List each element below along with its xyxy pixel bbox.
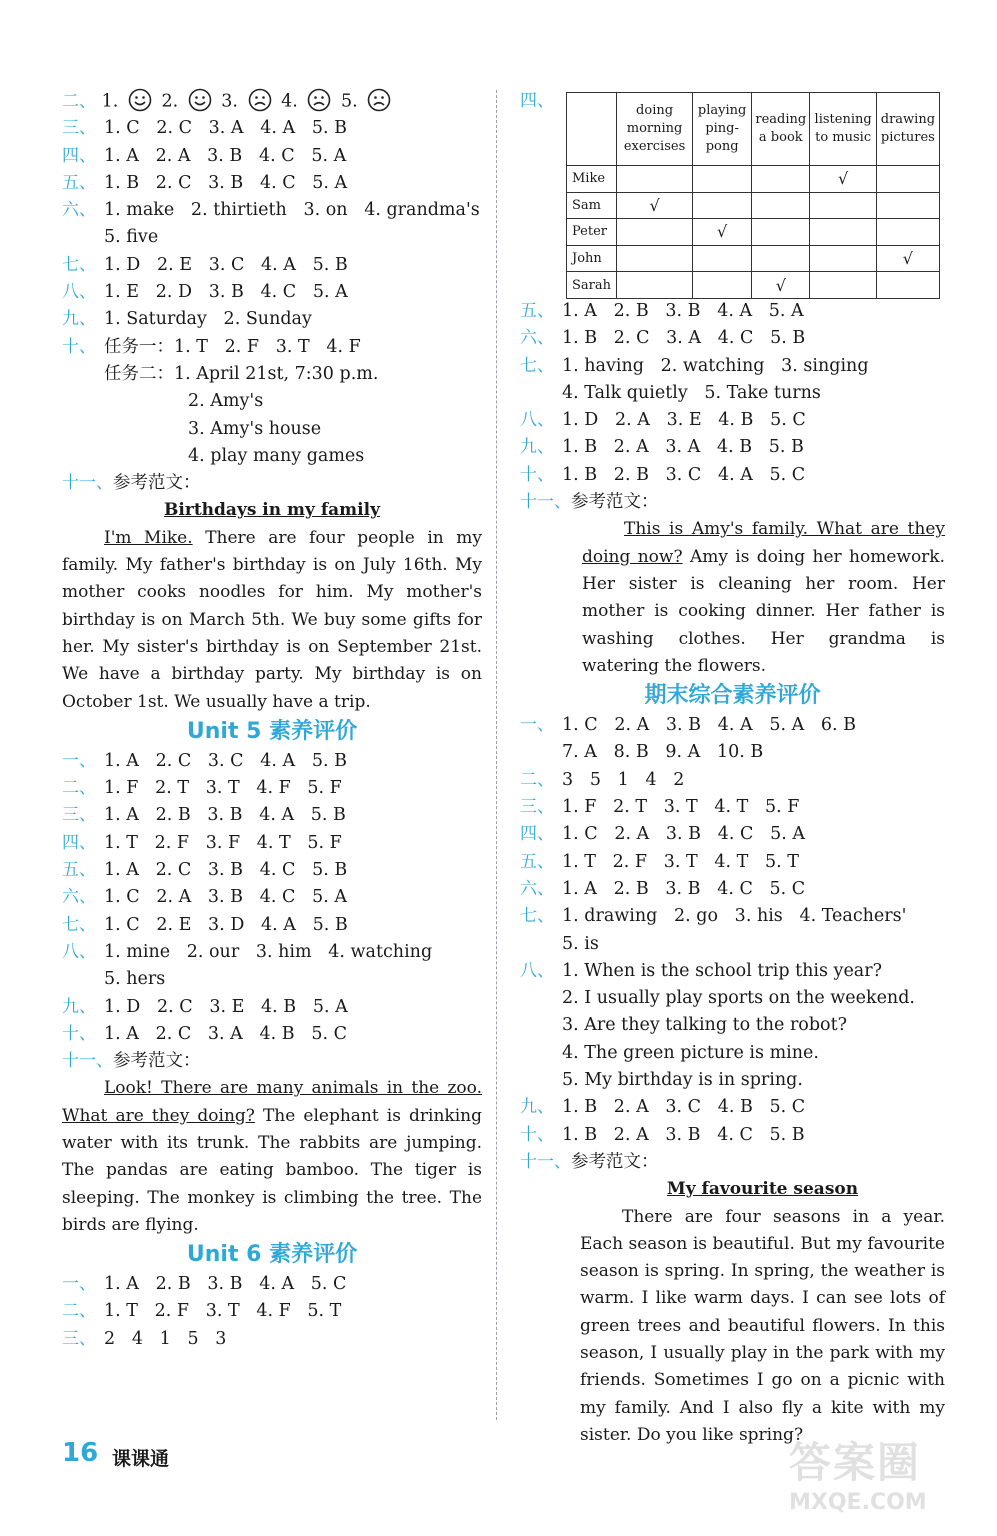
essay-body	[520, 516, 945, 680]
table-cell	[752, 245, 810, 272]
essay-label-text: 参考范文：	[571, 492, 659, 513]
answer-line	[62, 748, 482, 775]
answer-line	[520, 1067, 945, 1094]
table-cell	[810, 192, 876, 219]
section-mark: 六、	[62, 200, 96, 221]
section-mark: 五、	[62, 860, 96, 881]
unit5-answer-list	[62, 748, 482, 1048]
answer-line	[520, 739, 945, 766]
section-mark: 十一、	[520, 1151, 571, 1172]
task2-item: 3. Amy's house	[188, 418, 322, 439]
answer-line	[62, 994, 482, 1021]
essay-title: Birthdays in my family	[164, 500, 380, 521]
smiley-face-icon	[128, 88, 152, 112]
section-mark: 九、	[62, 309, 96, 330]
section-mark: 六、	[520, 878, 554, 899]
face-label-1: 1.	[101, 91, 119, 112]
answer-text: 1. F 2. T 3. T 4. F 5. F	[104, 778, 342, 799]
table-header-cell: doing morning exercises	[617, 93, 693, 166]
answer-text: 1. T 2. F 3. T 4. F 5. T	[104, 1301, 342, 1322]
answer-line	[62, 279, 482, 306]
answer-text: 1. Saturday 2. Sunday	[104, 309, 312, 330]
table-cell	[810, 219, 876, 246]
section-mark: 一、	[520, 715, 554, 736]
answer-text: 1. T 2. F 3. T 4. T 5. T	[562, 851, 799, 872]
section-mark: 九、	[62, 996, 96, 1017]
answer-line	[62, 197, 482, 224]
table-row	[567, 272, 940, 299]
answer-line	[520, 434, 945, 461]
section-mark: 八、	[520, 410, 554, 431]
table-cell	[617, 245, 693, 272]
answer-text: 3 5 1 4 2	[562, 769, 685, 790]
section-mark: 一、	[62, 750, 96, 771]
essay-label-text: 参考范文：	[113, 473, 201, 494]
final-title: 期末综合素养评价	[644, 683, 821, 709]
answer-text: 4. Talk quietly 5. Take turns	[562, 382, 821, 403]
check-mark-icon: √	[838, 169, 849, 189]
table-row-name: Mike	[567, 166, 617, 193]
watermark-top: 答案圈	[789, 1438, 922, 1487]
essay-label-text: 参考范文：	[571, 1151, 659, 1172]
table-cell	[617, 219, 693, 246]
table-cell	[752, 192, 810, 219]
answer-line	[62, 334, 482, 361]
answer-line	[62, 143, 482, 170]
essay-text: The elephant is drinking water with its trunk. The rabbits are jumping. The pandas are eating bamboo. The tiger is sleeping. The monkey is climbing the tree. The birds are flying.	[62, 1105, 482, 1235]
answer-text: 1. C 2. A 3. B 4. A 5. A 6. B	[562, 715, 857, 736]
answer-text: 1. C 2. A 3. B 4. C 5. A	[104, 887, 347, 908]
answer-line	[62, 224, 482, 251]
answer-line	[520, 794, 945, 821]
answer-text: 1. B 2. B 3. C 4. A 5. C	[562, 464, 806, 485]
answer-text: 1. A 2. C 3. B 4. C 5. B	[104, 860, 348, 881]
table-header-cell: reading a book	[752, 93, 810, 166]
essay-underlined: Look! There are many animals in the zoo. What are they doing?	[62, 1078, 482, 1126]
answer-line	[62, 912, 482, 939]
section-mark: 八、	[62, 282, 96, 303]
essay-label-text: 参考范文：	[113, 1051, 201, 1072]
table-cell	[693, 272, 752, 299]
answer-line	[520, 767, 945, 794]
column-divider	[496, 90, 497, 1420]
unit6-answer-list	[62, 1271, 482, 1353]
brand-name: 课课通	[112, 1448, 170, 1470]
section-mark: 一、	[62, 1274, 96, 1295]
answer-text: 任务一：1. T 2. F 3. T 4. F	[104, 336, 361, 357]
face-label-2: 2.	[161, 91, 179, 112]
section-mark: 二、	[520, 769, 554, 790]
sad-face-icon	[248, 88, 272, 112]
answer-line	[520, 380, 945, 407]
table-header-row	[567, 93, 940, 166]
sad-face-icon	[307, 88, 331, 112]
section-mark: 七、	[520, 906, 554, 927]
section-mark: 八、	[520, 960, 554, 981]
face-label-5: 5.	[341, 91, 358, 112]
answer-line	[520, 849, 945, 876]
section-mark: 五、	[520, 301, 554, 321]
section-mark: 十、	[520, 1124, 554, 1145]
answer-text: 1. A 2. B 3. B 4. A 5. C	[104, 1274, 347, 1295]
answer-text: 1. B 2. A 3. C 4. B 5. C	[562, 1097, 806, 1118]
table-cell	[876, 192, 939, 219]
table-row	[567, 192, 940, 219]
sad-face-icon	[367, 88, 391, 112]
table-header-cell: playing ping-pong	[693, 93, 752, 166]
answer-line	[520, 407, 945, 434]
table-cell	[810, 272, 876, 299]
section-mark: 二、	[62, 91, 96, 112]
answer-text: 1. D 2. E 3. C 4. A 5. B	[104, 254, 348, 275]
check-mark-icon: √	[717, 222, 728, 242]
answer-text: 1. E 2. D 3. B 4. C 5. A	[104, 282, 348, 303]
answer-text: 1. B 2. C 3. A 4. C 5. B	[562, 328, 806, 349]
section-mark: 三、	[62, 118, 96, 139]
answer-text: 1. A 2. A 3. B 4. C 5. A	[104, 145, 347, 166]
section-mark: 四、	[520, 824, 554, 845]
answer-text: 1. A 2. C 3. C 4. A 5. B	[104, 750, 347, 771]
answer-text: 1. drawing 2. go 3. his 4. Teachers'	[562, 906, 907, 927]
section-mark: 二、	[62, 778, 96, 799]
section-mark: 九、	[520, 437, 554, 458]
answer-line	[520, 985, 945, 1012]
table-cell	[876, 245, 939, 272]
table-cell	[876, 272, 939, 299]
answer-line	[520, 325, 945, 352]
section-mark: 十一、	[62, 1051, 113, 1072]
watermark-logo	[789, 1430, 969, 1514]
answer-text: 2 4 1 5 3	[104, 1328, 227, 1349]
answer-line	[520, 353, 945, 380]
section-mark: 十、	[62, 1023, 96, 1044]
page-number: 16	[62, 1438, 99, 1468]
essay-label	[520, 489, 945, 516]
answer-text: 1. B 2. C 3. B 4. C 5. A	[104, 172, 348, 193]
essay-text: There are four people in my family. My father's birthday is on July 16th. My mother cooks noodles for him. My mother's birthday is on March 5th. We buy some gifts for her. My sister's birthday is on September 21st. We have a birthday party. My birthday is on October 1st. We usually have a trip.	[62, 527, 482, 712]
essay-underlined: This is Amy's family. What are they doing now?	[582, 519, 945, 567]
answer-line	[62, 1021, 482, 1048]
table-row-name: John	[567, 245, 617, 272]
section-mark: 三、	[520, 797, 554, 818]
table-cell	[693, 166, 752, 193]
section-mark: 十、	[520, 464, 554, 485]
answer-line	[520, 298, 945, 325]
watermark-bottom: MXQE.COM	[789, 1490, 927, 1515]
table-row-name: Sarah	[567, 272, 617, 299]
essay-label	[520, 1149, 945, 1176]
section-mark: 三、	[62, 805, 96, 826]
answer-text: 1. T 2. F 3. F 4. T 5. F	[104, 832, 342, 853]
answer-line	[62, 1271, 482, 1298]
answer-text: 4. The green picture is mine.	[562, 1042, 819, 1063]
essay-text: Amy is doing her homework. Her sister is cleaning her room. Her mother is cooking dinner. Her father is washing clothes. Her grandma is watering the flowers.	[582, 546, 946, 676]
answer-line	[520, 1094, 945, 1121]
final-answer-list	[520, 712, 945, 1149]
check-mark-icon: √	[649, 195, 660, 215]
essay-body: There are four seasons in a year. Each season is beautiful. But my favourite season is spring. In spring, the weather is warm. I like warm days. I can see lots of green trees and beautiful flowers. In this season, I usually play in the park with my friends. Sometimes I go on a picnic with my family. And I also fly a kite with my sister. Do you like spring?	[580, 1206, 945, 1445]
section-mark: 四、	[62, 832, 96, 853]
table-row	[567, 166, 940, 193]
answer-text: 5. is	[562, 933, 599, 954]
right-answer-list-a	[520, 298, 945, 489]
face-label-4: 4.	[281, 91, 298, 112]
section-mark: 六、	[520, 328, 554, 349]
answer-line	[62, 966, 482, 993]
answer-line	[62, 775, 482, 802]
answer-line	[62, 830, 482, 857]
table-cell	[617, 192, 693, 219]
answer-line	[520, 1040, 945, 1067]
answer-text: 3. Are they talking to the robot?	[562, 1015, 847, 1036]
section-mark: 五、	[520, 851, 554, 872]
answer-line	[62, 802, 482, 829]
answer-text: 1. B 2. A 3. B 4. C 5. B	[562, 1124, 805, 1145]
answer-line	[520, 821, 945, 848]
essay-underlined: I'm Mike.	[104, 527, 193, 548]
unit6-title: Unit 6 素养评价	[186, 1242, 358, 1268]
answer-line	[520, 931, 945, 958]
essay-title: My favourite season	[666, 1179, 859, 1200]
answer-text: 1. having 2. watching 3. singing	[562, 355, 869, 376]
section-mark: 九、	[520, 1097, 554, 1118]
table-cell	[810, 245, 876, 272]
table-cell	[693, 192, 752, 219]
task2-line: 任务二：1. April 21st, 7:30 p.m.	[104, 363, 379, 384]
table-cell	[876, 219, 939, 246]
answer-text: 2. I usually play sports on the weekend.	[562, 988, 915, 1009]
answer-text: 1. C 2. A 3. B 4. C 5. A	[562, 824, 805, 845]
answer-line	[62, 170, 482, 197]
unit5-title: Unit 5 素养评价	[186, 718, 358, 744]
table-row	[567, 219, 940, 246]
section-mark: 四、	[62, 145, 96, 166]
answer-text: 1. A 2. B 3. B 4. A 5. A	[562, 301, 804, 321]
answer-text: 7. A 8. B 9. A 10. B	[562, 742, 764, 763]
section-mark: 七、	[520, 355, 554, 376]
table-cell	[617, 272, 693, 299]
table-row-name: Peter	[567, 219, 617, 246]
table-cell	[752, 166, 810, 193]
essay-body	[62, 525, 482, 716]
section-mark: 八、	[62, 941, 96, 962]
answer-text: 1. When is the school trip this year?	[562, 960, 882, 981]
section-mark: 十、	[62, 336, 96, 357]
essay-label	[62, 1048, 482, 1075]
answer-text: 1. A 2. B 3. B 4. A 5. B	[104, 805, 346, 826]
table-cell	[752, 272, 810, 299]
answer-text: 1. D 2. A 3. E 4. B 5. C	[562, 410, 806, 431]
answer-line	[62, 1326, 482, 1353]
answer-line	[520, 876, 945, 903]
section-mark: 二、	[62, 1301, 96, 1322]
answer-text: 1. B 2. A 3. A 4. B 5. B	[562, 437, 804, 458]
table-cell	[693, 219, 752, 246]
left-answer-list-a	[62, 115, 482, 361]
answer-line	[520, 958, 945, 985]
answer-line	[62, 306, 482, 333]
table-row	[567, 245, 940, 272]
section-mark: 四、	[520, 91, 554, 111]
section-mark: 三、	[62, 1328, 96, 1349]
faces-line	[62, 88, 482, 115]
table-cell	[876, 166, 939, 193]
left-column	[62, 88, 482, 1353]
answer-text: 1. F 2. T 3. T 4. T 5. F	[562, 797, 800, 818]
section-mark: 七、	[62, 254, 96, 275]
essay-body	[62, 1075, 482, 1239]
answer-text: 1. mine 2. our 3. him 4. watching	[104, 941, 433, 962]
answer-line	[62, 857, 482, 884]
answer-line	[520, 1122, 945, 1149]
table-cell	[617, 166, 693, 193]
smiley-face-icon	[188, 88, 212, 112]
answer-line	[520, 1012, 945, 1039]
answer-line	[520, 712, 945, 739]
section-mark: 五、	[62, 172, 96, 193]
table-cell	[693, 245, 752, 272]
table-row-name: Sam	[567, 192, 617, 219]
answer-text: 1. C 2. E 3. D 4. A 5. B	[104, 914, 348, 935]
answer-text: 5. hers	[104, 969, 166, 990]
table-cell	[810, 166, 876, 193]
answer-text: 5. five	[104, 227, 159, 248]
section-mark: 十一、	[520, 492, 571, 513]
table-cell	[752, 219, 810, 246]
answer-text: 1. D 2. C 3. E 4. B 5. A	[104, 996, 348, 1017]
section-mark: 七、	[62, 914, 96, 935]
face-label-3: 3.	[221, 91, 238, 112]
task2-item: 4. play many games	[188, 445, 365, 466]
answer-line	[520, 903, 945, 930]
answer-line	[62, 884, 482, 911]
section-mark: 十一、	[62, 473, 113, 494]
answer-line	[62, 252, 482, 279]
answer-text: 1. make 2. thirtieth 3. on 4. grandma's	[104, 200, 480, 221]
check-mark-icon: √	[775, 275, 786, 295]
answer-text: 1. A 2. C 3. A 4. B 5. C	[104, 1023, 347, 1044]
answer-line	[520, 462, 945, 489]
answer-text: 1. A 2. B 3. B 4. C 5. C	[562, 878, 806, 899]
table-header-cell: drawing pictures	[876, 93, 939, 166]
answer-line	[62, 115, 482, 142]
answer-text: 5. My birthday is in spring.	[562, 1070, 803, 1091]
table-corner	[567, 93, 617, 166]
table-header-cell: listening to music	[810, 93, 876, 166]
activity-table	[566, 92, 940, 299]
essay-label	[62, 470, 482, 497]
task2-item: 2. Amy's	[188, 391, 264, 412]
answer-line	[62, 939, 482, 966]
answer-line	[62, 1298, 482, 1325]
answer-text: 1. C 2. C 3. A 4. A 5. B	[104, 118, 347, 139]
section-mark: 六、	[62, 887, 96, 908]
check-mark-icon: √	[902, 249, 913, 269]
